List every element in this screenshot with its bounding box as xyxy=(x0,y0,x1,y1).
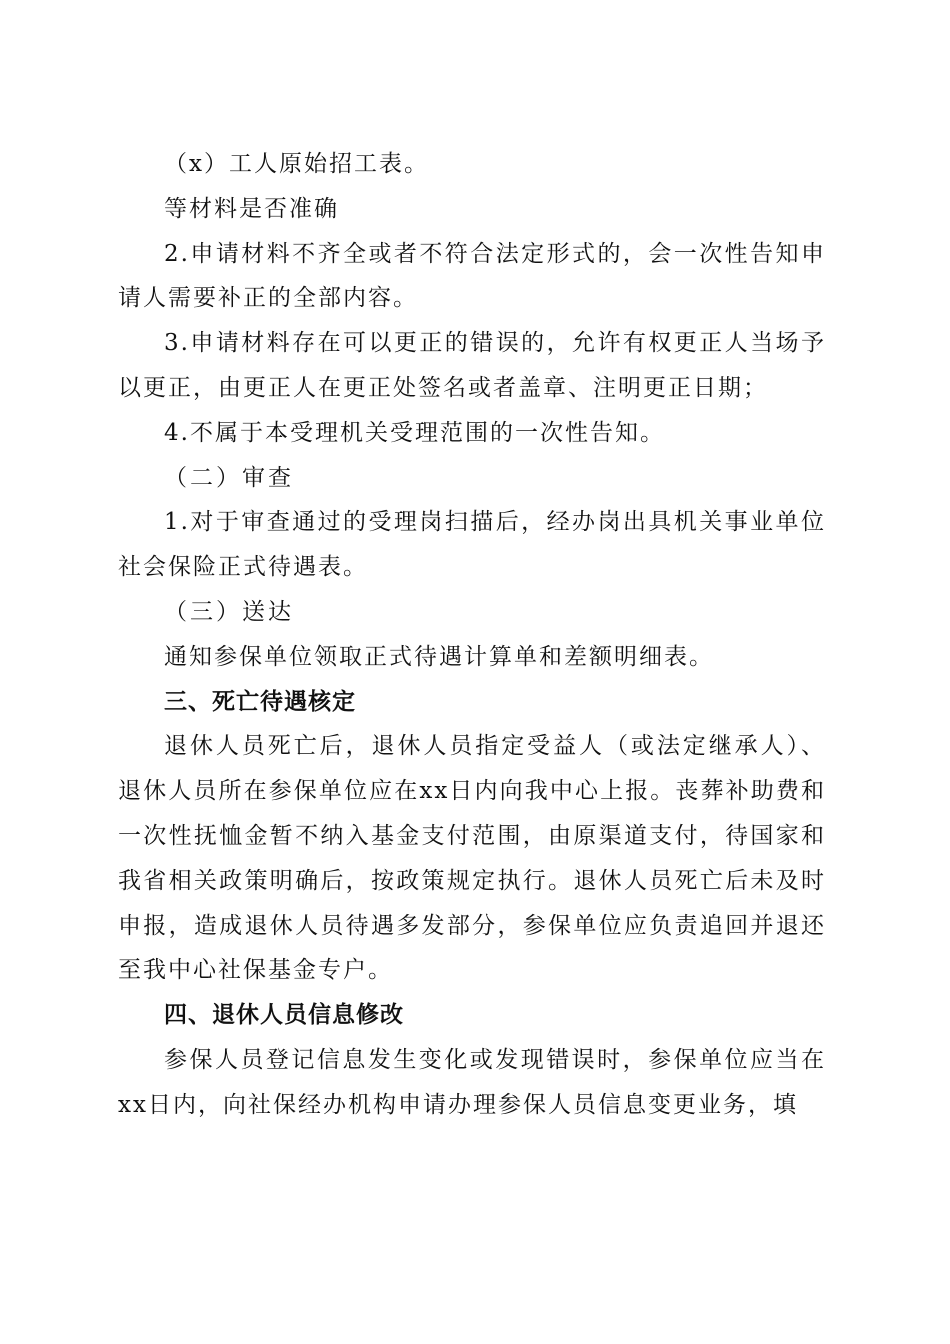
subheading-review: （二）审查 xyxy=(164,464,294,491)
document-body xyxy=(118,142,826,1128)
paragraph-info-modification: 参保人员登记信息发生变化或发现错误时，参保单位应当在xx日内，向社保经办机构申请办理参保人员信息变更业务，填 xyxy=(118,1046,826,1118)
subheading-delivery: （三）送达 xyxy=(164,598,294,625)
paragraph-materials-accuracy: 等材料是否准确 xyxy=(164,195,339,222)
paragraph-item-4: 4.不属于本受理机关受理范围的一次性告知。 xyxy=(164,419,665,446)
section-heading-info-modification: 四、退休人员信息修改 xyxy=(164,1002,404,1029)
section-heading-death-benefits: 三、死亡待遇核定 xyxy=(164,688,356,715)
paragraph-item-3: 3.申请材料存在可以更正的错误的，允许有权更正人当场予以更正，由更正人在更正处签名或者盖章、注明更正日期； xyxy=(118,330,826,401)
paragraph-death-benefits: 退休人员死亡后，退休人员指定受益人（或法定继承人）、退休人员所在参保单位应在xx日内向我中心上报。丧葬补助费和一次性抚恤金暂不纳入基金支付范围，由原渠道支付，待国家和我省相关政策明确后，按政策规定执行。退休人员死亡后未及时申报，造成退休人员待遇多发部分，参保单位应负责追回并退还至我中心社保基金专户。 xyxy=(118,733,826,984)
paragraph-review-1: 1.对于审查通过的受理岗扫描后，经办岗出具机关事业单位社会保险正式待遇表。 xyxy=(118,509,826,581)
paragraph-recruitment-form: （x）工人原始招工表。 xyxy=(164,151,429,177)
paragraph-delivery: 通知参保单位领取正式待遇计算单和差额明细表。 xyxy=(164,643,714,670)
paragraph-item-2: 2.申请材料不齐全或者不符合法定形式的，会一次性告知申请人需要补正的全部内容。 xyxy=(118,240,826,312)
